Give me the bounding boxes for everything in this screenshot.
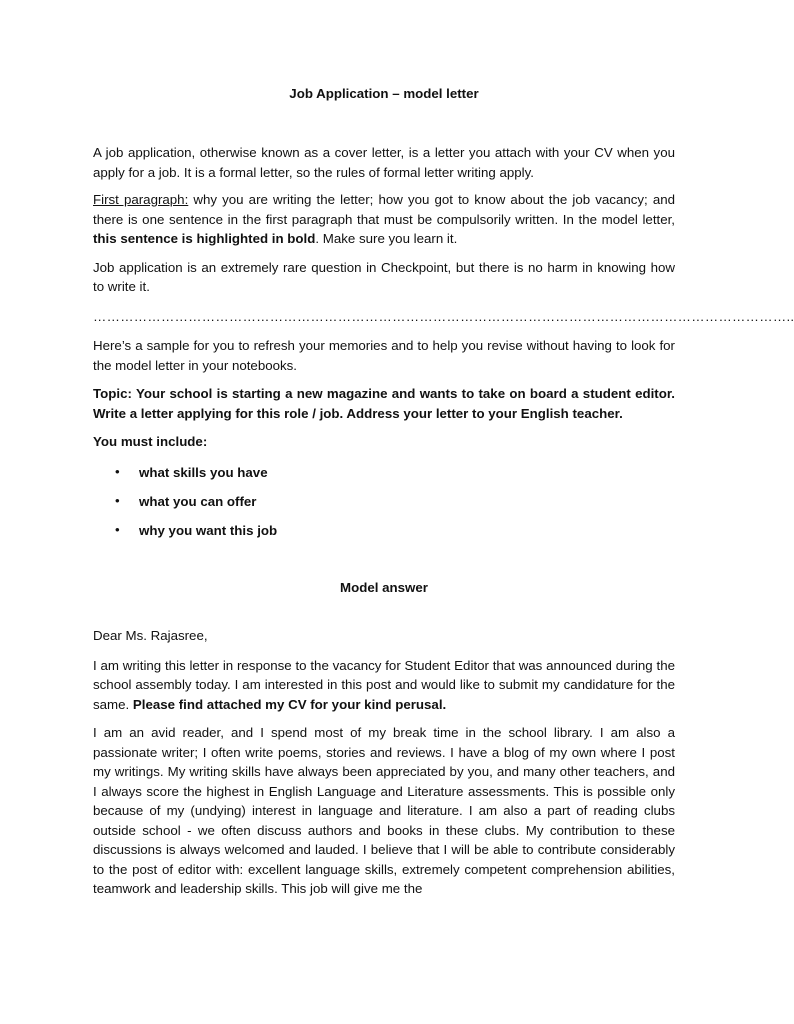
sample-intro: Here’s a sample for you to refresh your memories and to help you revise without having to look for the model letter in your notebooks. bbox=[93, 338, 675, 373]
salutation: Dear Ms. Rajasree, bbox=[93, 628, 208, 643]
must-include-label: You must include: bbox=[93, 434, 208, 449]
dotted-divider: ……………………………………………………………………………………………………………………………………….. bbox=[93, 308, 794, 324]
list-item: • what skills you have bbox=[115, 463, 268, 480]
first-paragraph-bold: this sentence is highlighted in bold bbox=[93, 231, 316, 246]
first-paragraph-guidance bbox=[93, 190, 675, 249]
bullet-icon: • bbox=[115, 463, 120, 479]
first-paragraph-text: why you are writing the letter; how you got to know about the job vacancy; and there is one sentence in the first paragraph that must be compulsorily written. In the model letter, bbox=[93, 192, 676, 227]
list-item: • why you want this job bbox=[115, 521, 278, 538]
document-body bbox=[93, 84, 794, 899]
first-paragraph-label: First paragraph: bbox=[93, 192, 189, 207]
topic-statement: Topic: Your school is starting a new magazine and wants to take on board a student editor. Write a letter applying for this role / job. Address your letter to your English teacher. bbox=[93, 386, 675, 421]
model-answer-heading: Model answer bbox=[340, 579, 428, 595]
list-item: • what you can offer bbox=[115, 492, 257, 509]
letter-paragraph-2: I am an avid reader, and I spend most of my break time in the school library. I am also a passionate writer; I often write poems, stories and reviews. I have a blog of my own where I post my writings. My writing skills have always been appreciated by you, and many other teachers, and I always score the highest in English Language and Literature assessments. This is possible only because of my (undying) interest in language and literature. I am also a part of reading clubs outside school - we often discuss authors and books in these clubs. My contribution to these discussions is always welcomed and lauded. I believe that I will be able to contribute considerably to the post of editor with: excellent language skills, extremely competent comprehension abilities, teamwork and leadership skills. This job will give me the bbox=[93, 725, 675, 896]
intro-paragraph: A job application, otherwise known as a cover letter, is a letter you attach with your CV when you apply for a job. It is a formal letter, so the rules of formal letter writing apply. bbox=[93, 145, 675, 180]
bullet-icon: • bbox=[115, 521, 120, 537]
letter-paragraph-1: I am writing this letter in response to the vacancy for Student Editor that was announced during the school assembly today. I am interested in this post and would like to submit my candidature for the same. Please find attached my CV for your kind perusal. bbox=[93, 657, 675, 712]
checkpoint-note: Job application is an extremely rare question in Checkpoint, but there is no harm in knowing how to write it. bbox=[93, 259, 675, 294]
requirements-list bbox=[93, 463, 675, 540]
page-title: Job Application – model letter bbox=[289, 86, 479, 101]
first-paragraph-end: . Make sure you learn it. bbox=[315, 231, 458, 246]
bullet-icon: • bbox=[115, 492, 120, 508]
cv-attached-sentence: Please find attached my CV for your kind perusal. bbox=[132, 696, 447, 712]
